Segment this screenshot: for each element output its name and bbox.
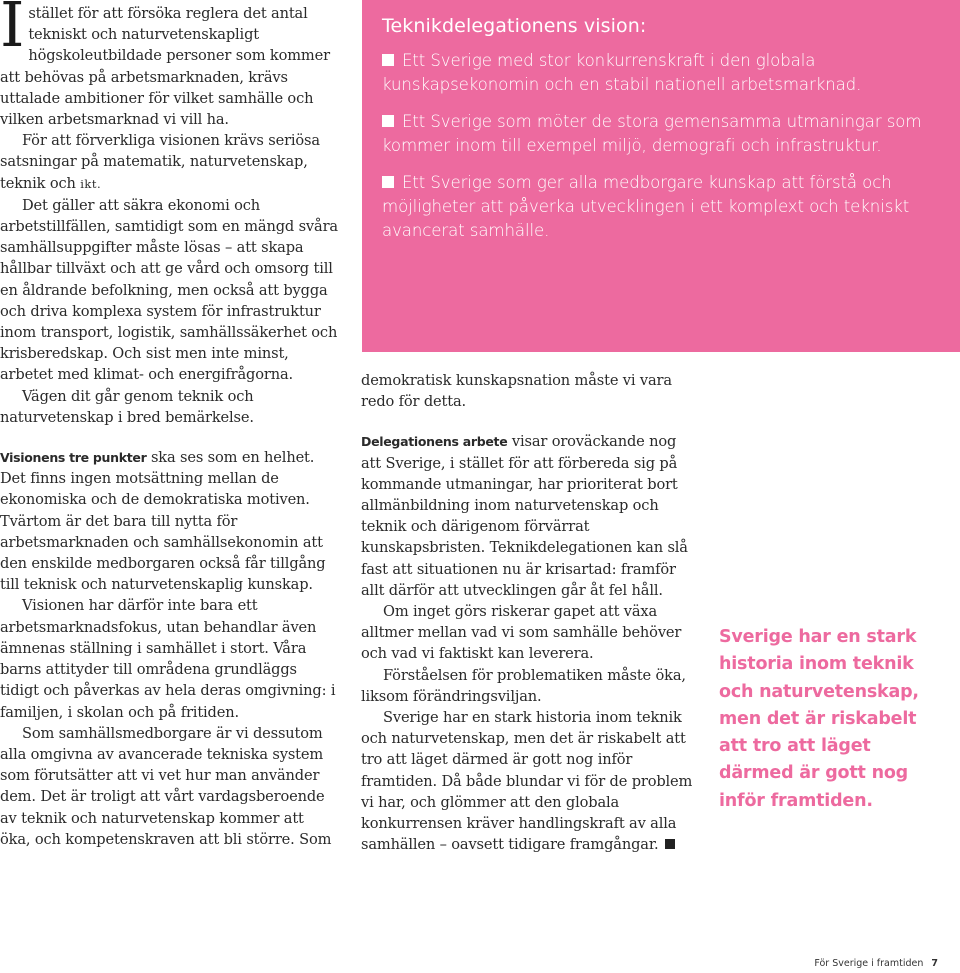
paragraph-2 bbox=[0, 130, 338, 195]
paragraph-history bbox=[361, 707, 693, 855]
paragraph-7: Som samhällsmedborgare är vi dessutom alla omgivna av avancerade tekniska system som förutsätter att vi vet hur man använder dem. Det är troligt att vårt vardagsberoende av teknik och naturvetenskap kommer att öka, och kompetenskraven att bli större. Som bbox=[0, 724, 332, 848]
paragraph-6: Visionen har därför inte bara ett arbetsmarknadsfokus, utan behandlar även ämnenas ställning i samhället i stort. Våra barns attityder till områdena grundläggs tidigt och påverkas av hela deras omgivning: i familjen, i skolan och på fritiden. bbox=[0, 597, 336, 721]
paragraph-5-lead: Visionens tre punkter bbox=[0, 450, 147, 466]
page-number: 7 bbox=[931, 958, 938, 969]
page-footer bbox=[814, 958, 938, 969]
square-bullet-icon bbox=[382, 54, 394, 66]
square-bullet-icon bbox=[382, 176, 394, 188]
pull-quote: Sverige har en stark historia inom teknik och naturvetenskap, men det är riskabelt att tro att läget därmed är gott nog inför framtiden. bbox=[719, 627, 919, 811]
vision-item-text: Ett Sverige med stor konkurrenskraft i den globala kunskapsekonomin och en stabil nationell arbetsmarknad. bbox=[382, 51, 862, 94]
paragraph-3: Det gäller att säkra ekonomi och arbetstillfällen, samtidigt som en mängd svåra samhällsuppgifter måste lösas – att skapa hållbar tillväxt och att ge vård och omsorg till en åldrande befolkning, men också att bygga och driva komplexa system för infrastruktur inom transport, logistik, samhällssäkerhet och krisberedskap. Och sist men inte minst, arbetet med klimat- och energifrågorna. bbox=[0, 196, 338, 384]
vision-item-text: Ett Sverige som ger alla medborgare kunskap att förstå och möjligheter att påverka utvecklingen i ett komplext och tekniskt avancerat samhälle. bbox=[382, 173, 910, 240]
publication-title: För Sverige i framtiden bbox=[814, 958, 924, 969]
square-bullet-icon bbox=[382, 115, 394, 127]
paragraph-delegation-text: visar oroväckande nog att Sverige, i stället för att förbereda sig på kommande utmaningar, har prioriterat bort allmänbildning inom naturvetenskap och teknik och därigenom förvärrat kunskapsbristen. Teknikdelegationen kan slå fast att situationen nu är krisartad: framför allt därför att utvecklingen går åt fel håll. bbox=[361, 433, 688, 599]
intro-text: stället för att försöka reglera det antal tekniskt och naturvetenskapligt högskoleutbildade personer som kommer att behövas på arbetsmarknaden, krävs uttalade ambitioner för vilket samhälle och vilken arbetsmarknad vi vill ha. bbox=[0, 5, 330, 129]
vision-item-text: Ett Sverige som möter de stora gemensamma utmaningar som kommer inom till exempel miljö, demografi och infrastruktur. bbox=[382, 112, 922, 155]
vision-title: Teknikdelegationens vision: bbox=[382, 15, 647, 37]
vision-item bbox=[382, 49, 940, 97]
paragraph-5 bbox=[0, 447, 338, 595]
paragraph-history-text: Sverige har en stark historia inom teknik och naturvetenskap, men det är riskabelt att tro att läget därmed är gott nog inför framtiden. Då både blundar vi för de problem vi har, och glömmer att den globala konkurrensen kräver handlingskraft av alla samhällen – oavsett tidigare framgångar. bbox=[361, 709, 693, 854]
vision-item bbox=[382, 110, 940, 158]
end-mark-icon bbox=[665, 839, 675, 849]
ikt-abbreviation: ikt. bbox=[80, 176, 102, 191]
paragraph-gap: Om inget görs riskerar gapet att växa alltmer mellan vad vi som samhälle behöver och vad vi faktiskt kan leverera. bbox=[361, 603, 682, 663]
paragraph-delegation-lead: Delegationens arbete bbox=[361, 434, 508, 450]
paragraph-continued: demokratisk kunskapsnation måste vi vara redo för detta. bbox=[361, 372, 672, 411]
paragraph-5-text: ska ses som en helhet. Det finns ingen motsättning mellan de ekonomiska och de demokratiska motiven. Tvärtom är det bara till nytta för arbetsmarknaden och samhällsekonomin att den enskilde medborgaren också får tillgång till teknisk och naturvetenskaplig kunskap. bbox=[0, 449, 326, 594]
middle-column bbox=[361, 370, 693, 855]
paragraph-delegation bbox=[361, 431, 693, 601]
intro-paragraph bbox=[0, 0, 338, 130]
paragraph-4: Vägen dit går genom teknik och naturvetenskap i bred bemärkelse. bbox=[0, 387, 254, 426]
vision-box bbox=[362, 0, 960, 352]
drop-cap: I bbox=[0, 0, 25, 61]
paragraph-2-text: För att förverkliga visionen krävs seriösa satsningar på matematik, naturvetenskap, teknik och bbox=[0, 132, 320, 192]
vision-item bbox=[382, 171, 940, 243]
paragraph-understanding: Förståelsen för problematiken måste öka, liksom förändringsviljan. bbox=[361, 666, 686, 705]
left-column bbox=[0, 0, 338, 850]
